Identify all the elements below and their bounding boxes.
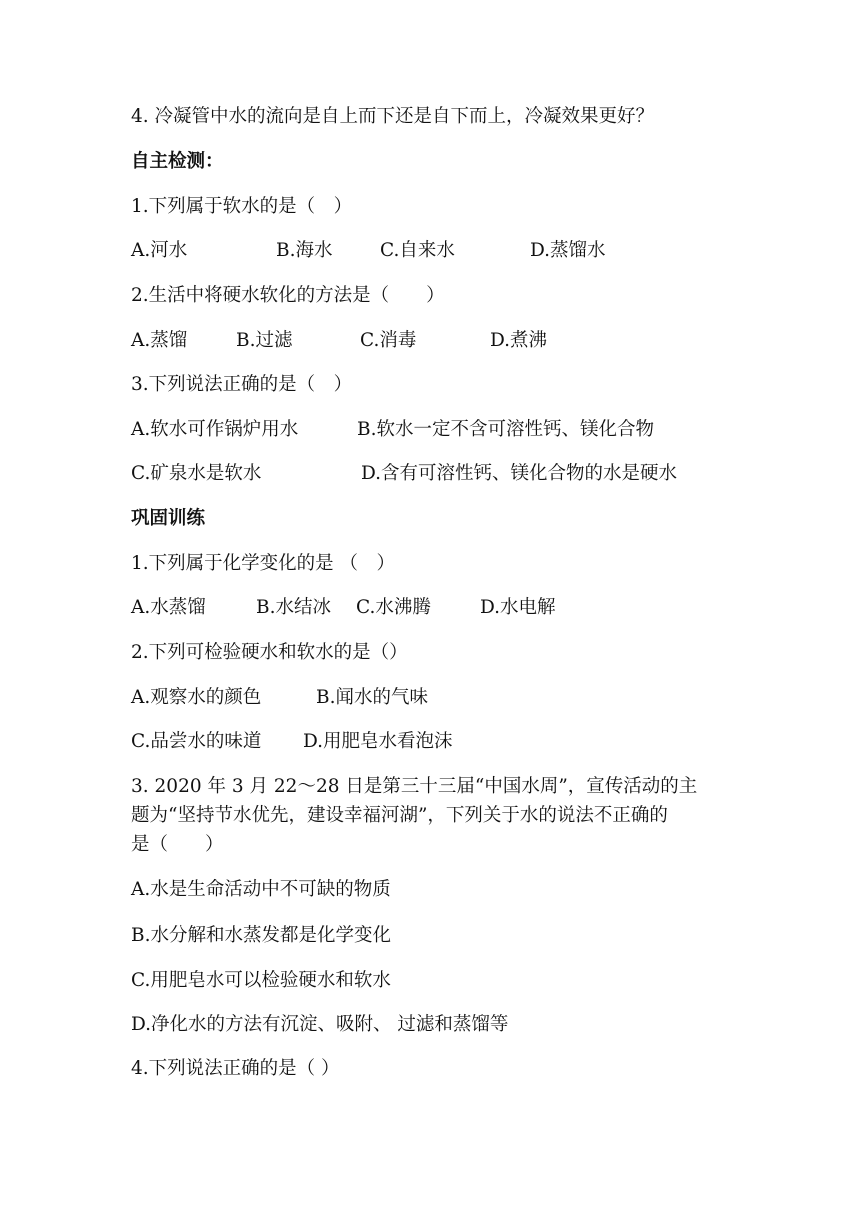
consolidation-q3-option-c: C.用肥皂水可以检验硬水和软水: [131, 970, 391, 991]
self-check-q3-options-row1: [131, 419, 731, 441]
consolidation-q2-stem: 2.下列可检验硬水和软水的是（）: [131, 642, 408, 663]
option-a: A.河水: [131, 240, 188, 261]
option-b: B.软水一定不含可溶性钙、镁化合物: [357, 419, 654, 440]
self-check-q3-stem: 3.下列说法正确的是（ ）: [131, 374, 353, 395]
self-check-q2-stem: 2.生活中将硬水软化的方法是（ ）: [131, 285, 445, 306]
option-b: B.水结冰: [256, 597, 331, 618]
option-a: A.蒸馏: [131, 330, 188, 351]
option-a: A.水蒸馏: [131, 597, 206, 618]
consolidation-q1-stem: 1.下列属于化学变化的是 （ ）: [131, 553, 396, 574]
consolidation-q4-stem: 4.下列说法正确的是（ ）: [131, 1058, 340, 1079]
option-c: C.消毒: [360, 330, 417, 351]
consolidation-q3-option-b: B.水分解和水蒸发都是化学变化: [131, 925, 391, 946]
option-c: C.自来水: [380, 240, 455, 261]
consolidation-q2-options-row1: [131, 687, 731, 709]
self-check-q1-options: [131, 240, 731, 262]
option-d: D.用肥皂水看泡沫: [303, 731, 453, 752]
option-b: B.海水: [276, 240, 333, 261]
consolidation-q3-option-a: A.水是生命活动中不可缺的物质: [131, 879, 391, 900]
consolidation-q3-stem-line3: 是（ ）: [131, 834, 224, 855]
option-a: A.软水可作锅炉用水: [131, 419, 299, 440]
section-heading-self-check: 自主检测：: [131, 151, 224, 172]
section-heading-consolidation: 巩固训练: [131, 508, 206, 529]
option-a: A.观察水的颜色: [131, 687, 262, 708]
option-d: D.水电解: [480, 597, 556, 618]
self-check-q2-options: [131, 330, 731, 352]
option-b: B.过滤: [236, 330, 293, 351]
consolidation-q2-options-row2: [131, 731, 731, 753]
consolidation-q3-stem-line2: 题为“坚持节水优先，建设幸福河湖”，下列关于水的说法不正确的: [131, 805, 668, 826]
option-b: B.闻水的气味: [316, 687, 428, 708]
question-condenser-flow: 4. 冷凝管中水的流向是自上而下还是自下而上，冷凝效果更好？: [131, 106, 655, 127]
option-d: D.蒸馏水: [530, 240, 606, 261]
self-check-q1-stem: 1.下列属于软水的是（ ）: [131, 196, 353, 217]
option-c: C.矿泉水是软水: [131, 463, 262, 484]
option-c: C.品尝水的味道: [131, 731, 262, 752]
self-check-q3-options-row2: [131, 463, 731, 485]
consolidation-q3-option-d: D.净化水的方法有沉淀、吸附、 过滤和蒸馏等: [131, 1014, 509, 1035]
consolidation-q3-stem-line1: 3. 2020 年 3 月 22～28 日是第三十三届“中国水周”，宣传活动的主: [131, 776, 698, 797]
option-c: C.水沸腾: [356, 597, 431, 618]
consolidation-q1-options: [131, 597, 731, 619]
option-d: D.含有可溶性钙、镁化合物的水是硬水: [361, 463, 678, 484]
option-d: D.煮沸: [490, 330, 548, 351]
